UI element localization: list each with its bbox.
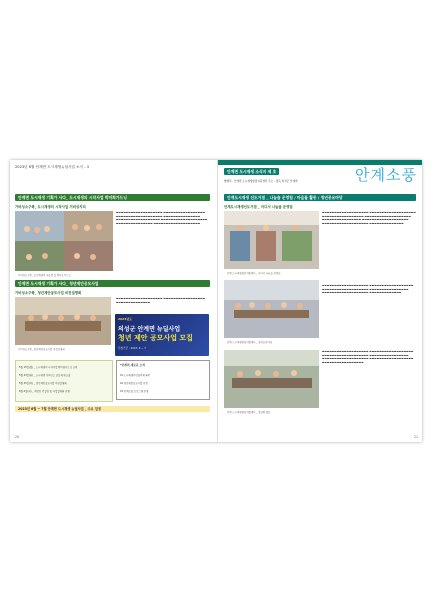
right-caption-3: 안계 도시재생현장지원센터 _ 정담회 활동 [227, 411, 271, 414]
poster-line3: 신청기간 : 2023. 6 ~ 7 [118, 347, 146, 350]
footer-schedule-label: 2023년 6월 ~ 7월 안계면 도시재생 뉴딜사업 _ 주요 일정 [18, 407, 101, 411]
sidebox-row: 02 청년제안공모사업 선정 [120, 382, 148, 385]
left-page-header: 2023년 6월 안계면 도시재생뉴딜사업 소식 - 3 [15, 165, 89, 169]
talk-photo [224, 350, 319, 408]
section1-caption: 가비성소구축_ 공식재생의 나눔위 실 박미소가드닝 [18, 274, 71, 277]
meeting-photo [15, 297, 111, 345]
gathering-photo [224, 280, 319, 338]
section2-subtitle: 가비성소구축_ 청년제안공모사업 비전설명회 [15, 291, 82, 295]
right-section1-body: ▬▬▬▬▬▬▬▬▬▬▬▬▬▬▬▬▬▬▬ ▬▬▬▬▬▬▬▬▬▬▬▬▬▬▬▬▬▬▬ ▬▬▬▬▬▬▬▬▬▬▬▬▬▬▬▬▬ ▬▬▬▬▬▬▬▬▬▬▬▬▬▬▬▬▬▬▬ ▬▬▬▬▬▬▬▬▬▬▬▬▬▬▬▬ ▬▬▬▬▬▬▬▬▬▬▬▬▬▬▬▬▬▬▬ ▬▬▬▬▬▬▬▬▬▬▬▬▬▬▬▬▬▬▬ ▬▬▬▬▬▬▬▬▬▬▬▬▬▬ [322, 211, 416, 225]
left-page [10, 160, 215, 442]
schedule-item: 5월 25일(목) _ 청년제안공모사업 비전설명회 [19, 382, 67, 385]
right-tab-label: 안계면 도시재생 소식지 제 호 [224, 168, 279, 175]
sidebox-row: 01 도시재생주민협의체 회의 [120, 374, 150, 377]
left-page-number: 20 [15, 435, 20, 439]
poster-line1: 의성군 안계면 뉴딜사업 [118, 326, 181, 333]
anggye-sopung-logo: 안계소풍 [355, 166, 417, 184]
sidebox-row: 03 안계소풍 프로그램 운영 [120, 390, 149, 393]
magazine-spread [10, 160, 422, 442]
right-caption-2: 안계 도시재생현장지원센터 _ 청년공유마당 [227, 341, 273, 344]
right-section1-subtitle: 안계도시재생선도거점 _ 어디서 나눔숍 운영팀 [224, 205, 293, 209]
right-page-header: 발행처 : 안계면 도시재생현장지원센터 주소 : 경북 의성군 안계면 [224, 180, 298, 183]
schedule-item: 5월 15일(월) _ 도시재생의 시작사업 박미희가드닝 교육 [19, 366, 78, 369]
footer-schedule-bar [15, 406, 210, 412]
right-section1-title: 안계도시재생 선도거점 _ 나눔숍 운영팀 / 마을돌 활동 / 청년공유마당 [224, 194, 416, 201]
right-page [217, 160, 422, 442]
right-page-number: 21 [413, 435, 418, 439]
right-section3-body: ▬▬▬▬▬▬▬▬▬▬▬▬▬▬▬▬▬▬▬ ▬▬▬▬▬▬▬▬▬▬▬▬▬▬▬▬▬▬ ▬▬▬▬▬▬▬▬▬▬▬▬▬▬▬▬▬▬▬ ▬▬▬▬▬▬▬▬▬▬▬▬▬▬▬▬ ▬▬▬▬▬▬▬▬▬▬▬▬▬▬▬▬▬▬▬ ▬▬▬▬▬▬▬▬▬▬▬▬▬▬▬▬▬▬ ▬▬▬▬▬▬▬▬▬▬▬▬▬▬▬▬▬ [322, 350, 414, 364]
schedule-item: 6월 6일(화) _ 제안팀 컨설팅 및 사업설명회 진행 [19, 390, 70, 393]
poster-line2: 청년 제안 공모사업 모집 [118, 334, 193, 342]
shop-photo [224, 211, 319, 269]
news-sidebox [116, 360, 210, 400]
section2-title: 안계면 도시재생 기획가 사다_ 청년제안공모사업 [15, 280, 210, 287]
section1-subtitle: 가비성소구축_ 도시재생의 시작사업 거비성지리 [15, 205, 86, 209]
recruitment-poster [115, 314, 209, 356]
schedule-box [15, 360, 113, 402]
right-caption-1: 안계 도시재생현장지원센터 _ 어디서 나눔숍 운영팀 [227, 272, 281, 275]
group-photo-1 [15, 211, 113, 271]
schedule-item: 5월 23일(화) _ 도시재생 거버넌스 공동체 워크숍 [19, 374, 71, 377]
right-section2-body: ▬▬▬▬▬▬▬▬▬▬▬▬▬▬▬▬▬▬▬ ▬▬▬▬▬▬▬▬▬▬▬▬▬▬▬▬▬▬ ▬▬▬▬▬▬▬▬▬▬▬▬▬▬▬▬▬▬▬ ▬▬▬▬▬▬▬▬▬▬▬▬▬▬▬▬ ▬▬▬▬▬▬▬▬▬▬▬▬▬▬▬▬▬▬▬ ▬▬▬▬▬▬▬▬▬▬▬▬▬ [322, 284, 414, 295]
section2-body: ▬▬▬▬▬▬▬▬▬▬▬▬▬▬▬▬▬▬▬ ▬▬▬▬▬▬▬▬▬▬▬▬▬▬▬▬▬ ▬▬▬▬▬▬▬▬▬▬▬▬▬▬ [116, 297, 206, 304]
poster-year: 2023년도 [118, 317, 133, 321]
section1-title: 안계면 도시재생 기획가 사다_ 도시재생의 시작사업 박미희가드닝 [15, 194, 210, 201]
section1-body: ▬▬▬▬▬▬▬▬▬▬▬▬▬▬▬▬▬▬▬ ▬▬▬▬▬▬▬▬▬▬▬▬▬▬▬▬▬ ▬▬▬▬▬▬▬▬▬▬▬▬▬▬▬▬▬▬▬ ▬▬▬▬▬▬▬▬▬▬▬▬▬▬▬ ▬▬▬▬▬▬▬▬▬▬▬▬▬▬▬▬▬▬ ▬▬▬▬▬▬▬▬▬▬▬▬▬▬▬▬▬▬▬ ▬▬▬▬▬▬▬▬▬▬▬▬▬▬▬ ▬▬▬▬▬▬▬▬▬▬▬▬▬▬▬▬▬▬▬ [116, 211, 208, 225]
sidebox-title: *안계의 새로운 소식 [120, 363, 146, 367]
section2-caption: 가비성소구축_ 청년제안공모사업 비전설명회 [18, 348, 65, 351]
